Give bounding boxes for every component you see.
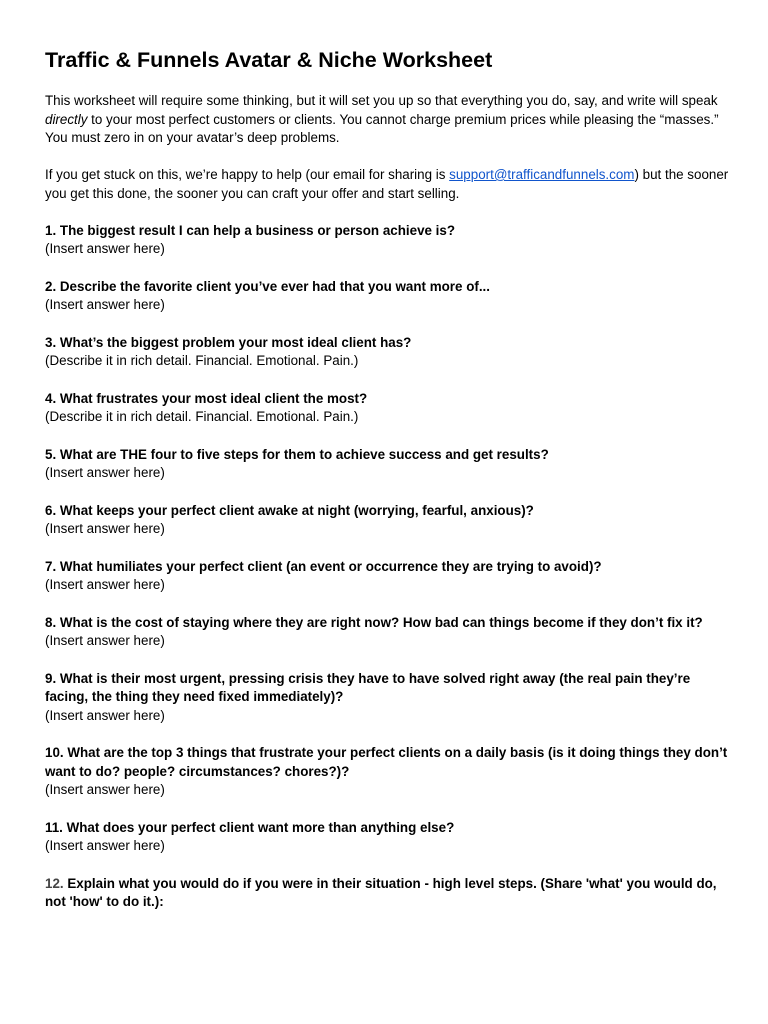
question-text	[45, 875, 730, 912]
question-item	[45, 614, 730, 651]
question-item	[45, 390, 730, 427]
question-item	[45, 278, 730, 315]
page-title: Traffic & Funnels Avatar & Niche Worksheet	[45, 48, 493, 72]
question-text: 4. What frustrates your most ideal client the most?	[45, 390, 368, 406]
answer-placeholder[interactable]: (Insert answer here)	[45, 297, 165, 312]
question-item	[45, 744, 730, 800]
question-list	[45, 222, 730, 912]
intro-paragraph	[45, 92, 730, 148]
answer-placeholder[interactable]: (Describe it in rich detail. Financial. Emotional. Pain.)	[45, 409, 359, 424]
answer-placeholder[interactable]: (Insert answer here)	[45, 707, 165, 723]
answer-placeholder[interactable]: (Insert answer here)	[45, 577, 165, 592]
question-text: 8. What is the cost of staying where they are right now? How bad can things become if they don’t fix it?	[45, 614, 703, 630]
question-text: 9. What is their most urgent, pressing crisis they have to have solved right away (the real pain they’re facing, the thing they need fixed immediately)?	[45, 670, 691, 704]
question-text: 5. What are THE four to five steps for them to achieve success and get results?	[45, 446, 549, 462]
question-item	[45, 558, 730, 595]
answer-placeholder[interactable]: (Insert answer here)	[45, 241, 165, 256]
answer-placeholder[interactable]: (Insert answer here)	[45, 782, 165, 797]
intro-emphasis: directly	[45, 111, 88, 127]
question-text: 1. The biggest result I can help a business or person achieve is?	[45, 222, 456, 238]
question-text: 7. What humiliates your perfect client (an event or occurrence they are trying to avoid)?	[45, 558, 602, 574]
answer-placeholder[interactable]: (Insert answer here)	[45, 633, 165, 648]
question-text: 10. What are the top 3 things that frustrate your perfect clients on a daily basis (is it doing things they don’t want to do? people? circumstances? chores?)?	[45, 745, 728, 779]
question-item	[45, 670, 730, 726]
question-item	[45, 334, 730, 371]
question-text: 11. What does your perfect client want more than anything else?	[45, 819, 455, 835]
question-text: 2. Describe the favorite client you’ve ever had that you want more of...	[45, 278, 490, 294]
answer-placeholder[interactable]: (Insert answer here)	[45, 465, 165, 480]
question-item	[45, 222, 730, 259]
worksheet-page	[45, 46, 730, 931]
intro-text-start: This worksheet will require some thinking, but it will set you up so that everything you do, say, and write will speak	[45, 93, 718, 108]
question-item	[45, 819, 730, 856]
question-item	[45, 502, 730, 539]
intro-text-end: to your most perfect customers or clients. You cannot charge premium prices while pleasing the “masses.” You must zero in on your avatar’s deep problems.	[45, 111, 719, 145]
question-text: 3. What’s the biggest problem your most ideal client has?	[45, 334, 412, 350]
help-text-end: ) but the sooner you get this done, the sooner you can craft your offer and start selling.	[45, 167, 729, 201]
support-email-link[interactable]: support@trafficandfunnels.com	[449, 167, 635, 182]
question-body: Explain what you would do if you were in their situation - high level steps. (Share 'what' you would do, not 'how' to do it.):	[45, 875, 717, 909]
question-item	[45, 446, 730, 483]
question-number: 12.	[45, 875, 64, 891]
answer-placeholder[interactable]: (Insert answer here)	[45, 838, 165, 853]
question-item-last	[45, 875, 730, 912]
question-text: 6. What keeps your perfect client awake at night (worrying, fearful, anxious)?	[45, 502, 534, 518]
help-text-start: If you get stuck on this, we’re happy to help (our email for sharing is	[45, 167, 450, 182]
answer-placeholder[interactable]: (Insert answer here)	[45, 521, 165, 536]
help-paragraph	[45, 166, 730, 203]
answer-placeholder[interactable]: (Describe it in rich detail. Financial. Emotional. Pain.)	[45, 353, 359, 368]
